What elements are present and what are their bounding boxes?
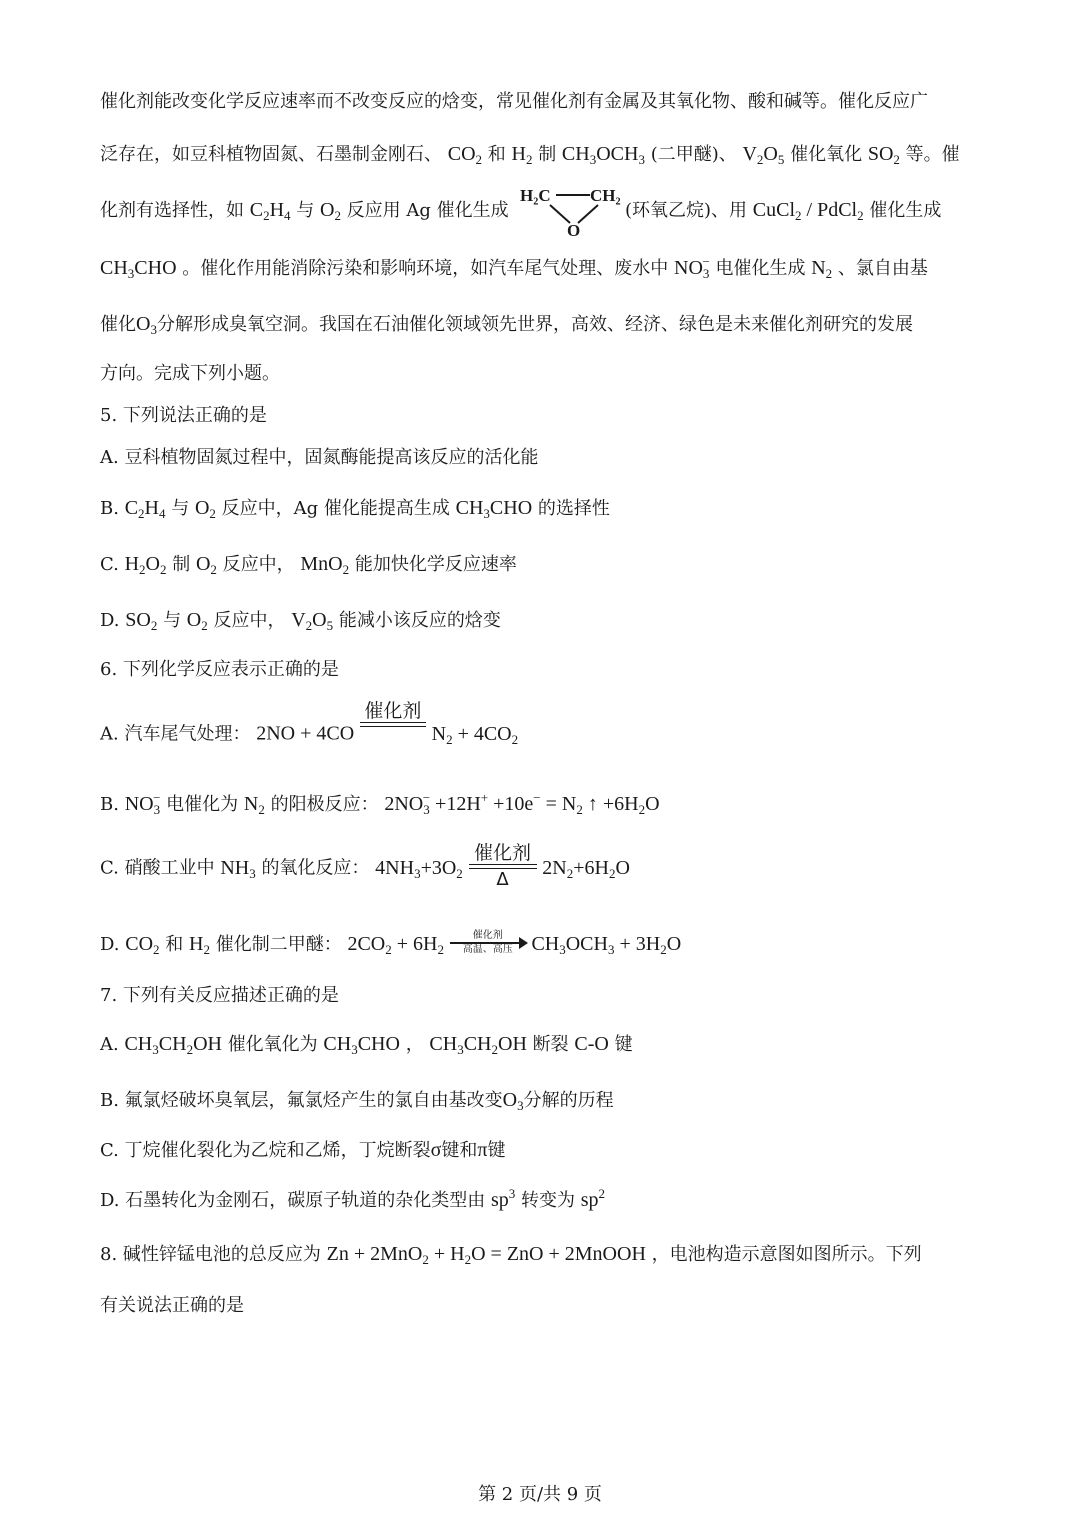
q7-option-a bbox=[100, 1030, 633, 1059]
text: B. 氟氯烃破坏臭氧层，氟氯烃产生的氯自由基改变 bbox=[100, 1090, 503, 1111]
formula-so2: $SO_2$ bbox=[867, 143, 900, 167]
epoxide-right: CH₂ bbox=[590, 186, 621, 205]
catalyst-arrow bbox=[450, 930, 526, 956]
text: 反应用 Ag 催化生成 bbox=[346, 200, 509, 221]
intro-line-3 bbox=[100, 196, 509, 225]
condition-label: 高温、高压 bbox=[462, 944, 513, 955]
option-label: D. bbox=[100, 934, 120, 955]
formula-nh3: $NH_3$ bbox=[220, 856, 256, 881]
q7-option-b bbox=[100, 1086, 614, 1115]
formula-o2: $O_2$ bbox=[320, 199, 341, 223]
text: 的氧化反应： bbox=[261, 857, 370, 879]
text: 。催化作用能消除污染和影响环境，如汽车尾气处理、废水中 bbox=[182, 258, 669, 279]
text: 电催化生成 bbox=[715, 258, 806, 279]
battery-equation: $Zn + 2MnO_2 + H_2O$ = ZnO + 2MnOOH bbox=[326, 1243, 646, 1267]
intro-line-4 bbox=[100, 254, 928, 283]
formula-h2o2: $H_2O_2$ bbox=[124, 553, 167, 577]
text: (环氧乙烷)、用 bbox=[625, 200, 748, 221]
formula-co2: $CO_2$ bbox=[447, 143, 483, 167]
intro-line-6 bbox=[100, 360, 280, 388]
page-footer bbox=[0, 1480, 1080, 1506]
equation-rhs: $CH_3OCH_3 + 3H_2O$ bbox=[531, 933, 682, 957]
catalyst-label: 催化剂 bbox=[472, 930, 503, 941]
q8-stem-line-2 bbox=[100, 1292, 244, 1320]
formula-so2: $SO_2$ bbox=[125, 609, 158, 633]
text: 的选择性 bbox=[537, 498, 610, 519]
hybrid-sp3: $sp^3$ bbox=[490, 1186, 516, 1211]
epoxide-structure bbox=[520, 183, 625, 238]
text: 泛存在，如豆科植物固氮、石墨制金刚石、 bbox=[100, 144, 442, 165]
intro-line-1 bbox=[100, 88, 928, 116]
text: 催化氧化为 bbox=[227, 1034, 318, 1055]
text: 的阳极反应： bbox=[270, 794, 379, 815]
heat-symbol: Δ bbox=[496, 869, 509, 890]
formula-n2: $N_2$ bbox=[243, 793, 265, 817]
equation-b: $2NO_3^- +12H^+ +10e^- = N_2$ ↑ $+6H_2O$ bbox=[384, 790, 660, 817]
text: 和 bbox=[165, 934, 184, 955]
option-label: D. bbox=[100, 610, 120, 631]
option-label: A. bbox=[100, 1034, 119, 1055]
formula-cucl2-pdcl2: CuCl$_2$ / PdCl$_2$ bbox=[752, 199, 864, 223]
text: 转变为 bbox=[521, 1190, 575, 1211]
text: 反应中， bbox=[222, 554, 295, 575]
formula-h2: $H_2$ bbox=[511, 143, 533, 167]
formula-v2o5: $V_2O_5$ bbox=[742, 143, 785, 167]
formula-no3-minus: $NO_3^-$ bbox=[674, 254, 710, 281]
q5-option-d bbox=[100, 606, 501, 635]
formula-o2: $O_2$ bbox=[186, 609, 208, 633]
text: 催化制二甲醚： bbox=[215, 934, 342, 955]
formula-mno2: MnO$_2$ bbox=[300, 553, 350, 577]
q7-option-d bbox=[100, 1186, 605, 1215]
intro-line-5 bbox=[100, 310, 913, 339]
formula-no3-minus: $NO_3^-$ bbox=[124, 790, 161, 817]
catalyst-label: 催化剂 bbox=[474, 842, 532, 864]
text: 6. 下列化学反应表示正确的是 bbox=[100, 659, 339, 680]
q6-option-b bbox=[100, 790, 660, 819]
text: 方向。完成下列小题。 bbox=[100, 363, 280, 384]
q5-option-b bbox=[100, 494, 610, 523]
text: 7. 下列有关反应描述正确的是 bbox=[100, 985, 339, 1006]
text: 催化氧化 bbox=[790, 144, 863, 165]
text: 反应中，Ag 催化能提高生成 bbox=[221, 498, 450, 519]
formula-n2: $N_2$ bbox=[811, 257, 833, 281]
double-line bbox=[360, 722, 426, 727]
text: 、氯自由基 bbox=[837, 258, 928, 279]
text: 和 bbox=[487, 144, 506, 165]
option-label: B. bbox=[100, 794, 119, 815]
formula-ch3cho: $CH_3CHO$ bbox=[455, 497, 533, 521]
page-number: 第 2 页/共 9 页 bbox=[478, 1484, 602, 1505]
text: 键 bbox=[487, 1140, 506, 1161]
formula-o3: $O_3$ bbox=[502, 1089, 524, 1113]
formula-o3: $O_3$ bbox=[136, 313, 157, 337]
formula-v2o5: $V_2O_5$ bbox=[291, 609, 334, 633]
hybrid-sp2: $sp^2$ bbox=[580, 1186, 606, 1211]
q5-stem bbox=[100, 402, 267, 430]
equation-rhs: $N_2 + 4CO_2$ bbox=[431, 722, 519, 747]
text: 能加快化学反应速率 bbox=[354, 554, 517, 575]
option-label: A. 汽车尾气处理： bbox=[100, 723, 251, 745]
bond-c-o: C-O bbox=[574, 1033, 609, 1055]
formula-ch3och3: $CH_3OCH_3$ bbox=[561, 143, 645, 167]
text: C. 丁烷催化裂化为乙烷和乙烯，丁烷断裂 bbox=[100, 1140, 431, 1161]
q7-option-c bbox=[100, 1136, 505, 1165]
q8-stem-line-1 bbox=[100, 1240, 922, 1269]
text: 制 bbox=[538, 144, 557, 165]
option-label: C. 硝酸工业中 bbox=[100, 857, 215, 879]
text: 制 bbox=[172, 554, 191, 575]
q6-stem bbox=[100, 656, 339, 684]
text: 键 bbox=[614, 1034, 633, 1055]
text: 催化 bbox=[100, 314, 136, 335]
equation-lhs: $4NH_3+3O_2$ bbox=[375, 856, 463, 881]
text: 8. 碱性锌锰电池的总反应为 bbox=[100, 1244, 321, 1265]
catalyst-equals bbox=[360, 700, 426, 749]
text: 键和 bbox=[441, 1140, 478, 1161]
q5-option-c bbox=[100, 550, 517, 579]
intro-line-2 bbox=[100, 140, 960, 169]
intro-line-3b bbox=[625, 196, 941, 225]
text: D. 石墨转化为金刚石，碳原子轨道的杂化类型由 bbox=[100, 1190, 486, 1211]
text: 分解形成臭氧空洞。我国在石油催化领域领先世界，高效、经济、绿色是未来催化剂研究的发展 bbox=[156, 314, 913, 335]
text: (二甲醚)、 bbox=[650, 144, 737, 165]
text: 能减小该反应的焓变 bbox=[338, 610, 501, 631]
text: 催化生成 bbox=[869, 200, 942, 221]
option-label: B. bbox=[100, 498, 119, 519]
formula-ch3cho: $CH_3CHO$ bbox=[323, 1033, 400, 1057]
text: 断裂 bbox=[532, 1034, 569, 1055]
text: 电催化为 bbox=[166, 794, 239, 815]
text: 与 bbox=[171, 498, 190, 519]
formula-ethanol: $CH_3CH_2OH$ bbox=[429, 1033, 527, 1057]
q6-option-d bbox=[100, 930, 681, 959]
text: 与 bbox=[163, 610, 182, 631]
text: ， bbox=[405, 1034, 424, 1055]
text: 反应中， bbox=[213, 610, 286, 631]
epoxide-left: H₂C bbox=[520, 186, 551, 205]
epoxide-oxygen: O bbox=[567, 221, 581, 238]
equation-rhs: $2N_2+6H_2O$ bbox=[542, 856, 630, 881]
option-label: C. bbox=[100, 554, 119, 575]
sigma-symbol: σ bbox=[430, 1139, 442, 1161]
text: 与 bbox=[296, 200, 315, 221]
intro-text: 催化剂能改变化学反应速率而不改变反应的焓变，常见催化剂有金属及其氧化物、酸和碱等。催化反应广 bbox=[100, 91, 928, 112]
arrow-shaft bbox=[450, 942, 520, 944]
formula-h2: $H_2$ bbox=[189, 933, 210, 957]
text: ，电池构造示意图如图所示。下列 bbox=[651, 1244, 922, 1265]
q6-option-a bbox=[100, 700, 518, 749]
formula-c2h4: $C_2H_4$ bbox=[249, 199, 291, 223]
formula-c2h4: $C_2H_4$ bbox=[124, 497, 166, 521]
formula-o2: $O_2$ bbox=[194, 497, 216, 521]
text: 等。催 bbox=[905, 144, 960, 165]
q6-option-c bbox=[100, 842, 630, 891]
formula-ethanol: $CH_3CH_2OH$ bbox=[124, 1033, 222, 1057]
equation-lhs: 2NO + 4CO bbox=[256, 722, 355, 745]
catalyst-label: 催化剂 bbox=[364, 700, 422, 722]
text: 化剂有选择性，如 bbox=[100, 200, 244, 221]
catalyst-heat-equals bbox=[469, 842, 537, 891]
q5-option-a bbox=[100, 444, 538, 472]
text: 5. 下列说法正确的是 bbox=[100, 405, 267, 426]
text: A. 豆科植物固氮过程中，固氮酶能提高该反应的活化能 bbox=[100, 447, 539, 468]
formula-ch3cho: $CH_3CHO$ bbox=[100, 257, 177, 281]
text: 有关说法正确的是 bbox=[100, 1295, 244, 1316]
pi-symbol: π bbox=[477, 1139, 488, 1161]
q7-stem bbox=[100, 982, 339, 1010]
formula-co2: $CO_2$ bbox=[125, 933, 160, 957]
equation-lhs: $2CO_2 + 6H_2$ bbox=[347, 933, 444, 957]
formula-o2: $O_2$ bbox=[195, 553, 217, 577]
text: 分解的历程 bbox=[523, 1090, 614, 1111]
